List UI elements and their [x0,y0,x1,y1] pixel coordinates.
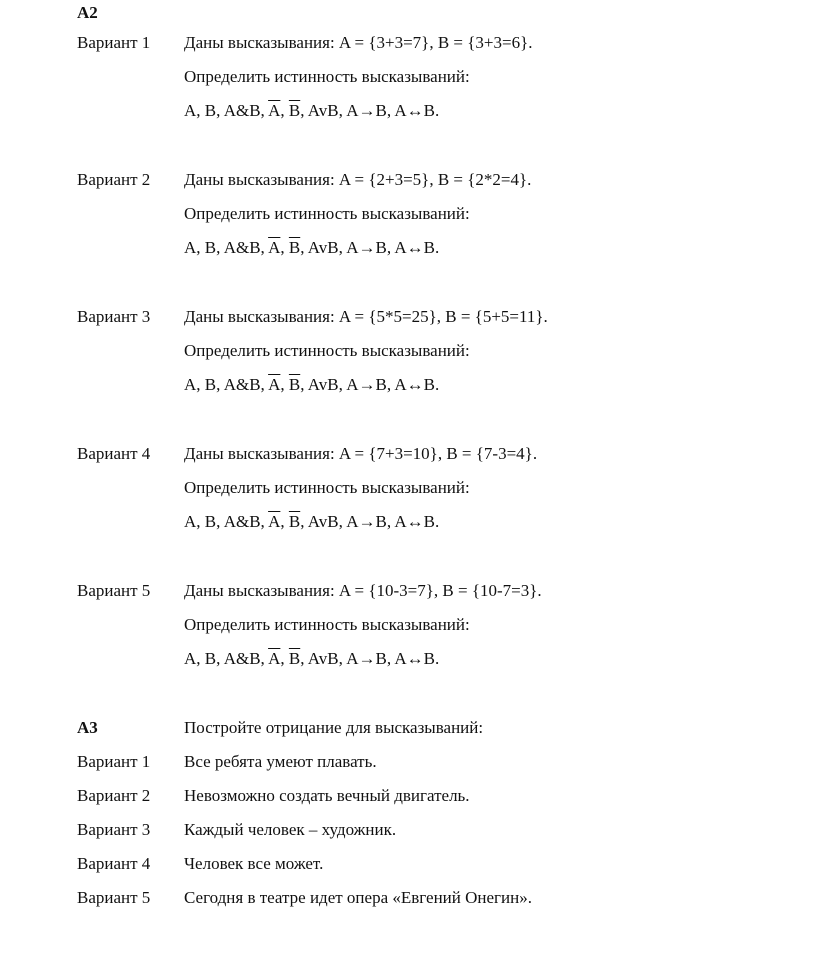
variant-instruction: Определить истинность высказываний: [184,478,470,497]
a3-variant-row [77,813,548,847]
expression: AvB [307,649,339,668]
negated-expression: $\overline{A}$ [268,649,281,668]
variant-block [77,300,548,402]
expression: A↔B [394,238,436,257]
variant-label: Вариант 2 [77,170,151,189]
expression-list: A, B, A&B, $\overline{A}$, $\overline{B}$, AvB, A→B, A↔B. [184,101,440,120]
expression: B [204,649,217,668]
variant-label: Вариант 1 [77,33,151,52]
negated-expression: $\overline{A}$ [268,101,281,120]
variant-statement: Сегодня в театре идет опера «Евгений Онегин». [184,888,532,907]
a3-variants [77,745,548,915]
variant-statement: Человек все может. [184,854,324,873]
expression: A→B [346,512,387,531]
variant-label: Вариант 3 [77,820,151,839]
expression: A [184,512,197,531]
variant-instruction: Определить истинность высказываний: [184,67,470,86]
a3-variant-row [77,881,548,915]
expression: A↔B [394,649,436,668]
expression: A→B [346,238,387,257]
a3-instruction: Постройте отрицание для высказываний: [184,718,484,737]
expression-list: A, B, A&B, $\overline{A}$, $\overline{B}$, AvB, A→B, A↔B. [184,512,440,531]
negated-expression: $\overline{B}$ [288,238,301,257]
a3-variant-row [77,745,548,779]
expression: A↔B [394,375,436,394]
variant-statement: Каждый человек – художник. [184,820,397,839]
expression: A↔B [394,101,436,120]
variant-statement: Даны высказывания: A = {3+3=7}, B = {3+3=6}. [184,33,533,52]
expression: A&B [223,101,261,120]
variant-statement: Даны высказывания: A = {10-3=7}, B = {10-7=3}. [184,581,542,600]
expression: A [184,649,197,668]
negated-expression: $\overline{B}$ [288,375,301,394]
expression: A↔B [394,512,436,531]
expression: B [204,375,217,394]
variant-label: Вариант 4 [77,854,151,873]
negated-expression: $\overline{A}$ [268,238,281,257]
variant-block [77,163,548,265]
variant-label: Вариант 4 [77,444,151,463]
section-heading-a2: A2 [77,3,98,22]
variant-label: Вариант 5 [77,581,151,600]
variant-instruction: Определить истинность высказываний: [184,204,470,223]
variant-label: Вариант 5 [77,888,151,907]
negated-expression: $\overline{B}$ [288,512,301,531]
negated-expression: $\overline{A}$ [268,375,281,394]
a3-variant-row [77,779,548,813]
a2-variants [77,26,548,711]
expression: A→B [346,101,387,120]
a3-section [77,711,548,915]
expression: AvB [307,238,339,257]
variant-statement: Даны высказывания: A = {5*5=25}, B = {5+5=11}. [184,307,548,326]
variant-instruction: Определить истинность высказываний: [184,615,470,634]
expression-list: A, B, A&B, $\overline{A}$, $\overline{B}$, AvB, A→B, A↔B. [184,375,440,394]
document [77,0,548,915]
expression: A&B [223,238,261,257]
variant-statement: Все ребята умеют плавать. [184,752,377,771]
expression: B [204,238,217,257]
expression: B [204,512,217,531]
expression-list: A, B, A&B, $\overline{A}$, $\overline{B}$, AvB, A→B, A↔B. [184,649,440,668]
negated-expression: $\overline{A}$ [268,512,281,531]
expression: B [204,101,217,120]
expression: A [184,238,197,257]
expression: AvB [307,375,339,394]
variant-label: Вариант 2 [77,786,151,805]
expression-list: A, B, A&B, $\overline{A}$, $\overline{B}$, AvB, A→B, A↔B. [184,238,440,257]
variant-label: Вариант 3 [77,307,151,326]
negated-expression: $\overline{B}$ [288,101,301,120]
variant-statement: Невозможно создать вечный двигатель. [184,786,470,805]
expression: AvB [307,101,339,120]
variant-block [77,574,548,676]
variant-statement: Даны высказывания: A = {2+3=5}, B = {2*2=4}. [184,170,532,189]
expression: A→B [346,375,387,394]
a3-variant-row [77,847,548,881]
expression: AvB [307,512,339,531]
variant-label: Вариант 1 [77,752,151,771]
expression: A→B [346,649,387,668]
expression: A [184,101,197,120]
negated-expression: $\overline{B}$ [288,649,301,668]
variant-block [77,26,548,128]
variant-instruction: Определить истинность высказываний: [184,341,470,360]
variant-block [77,437,548,539]
section-heading-a3: A3 [77,718,98,737]
expression: A&B [223,375,261,394]
expression: A&B [223,649,261,668]
variant-statement: Даны высказывания: A = {7+3=10}, B = {7-3=4}. [184,444,538,463]
expression: A&B [223,512,261,531]
expression: A [184,375,197,394]
